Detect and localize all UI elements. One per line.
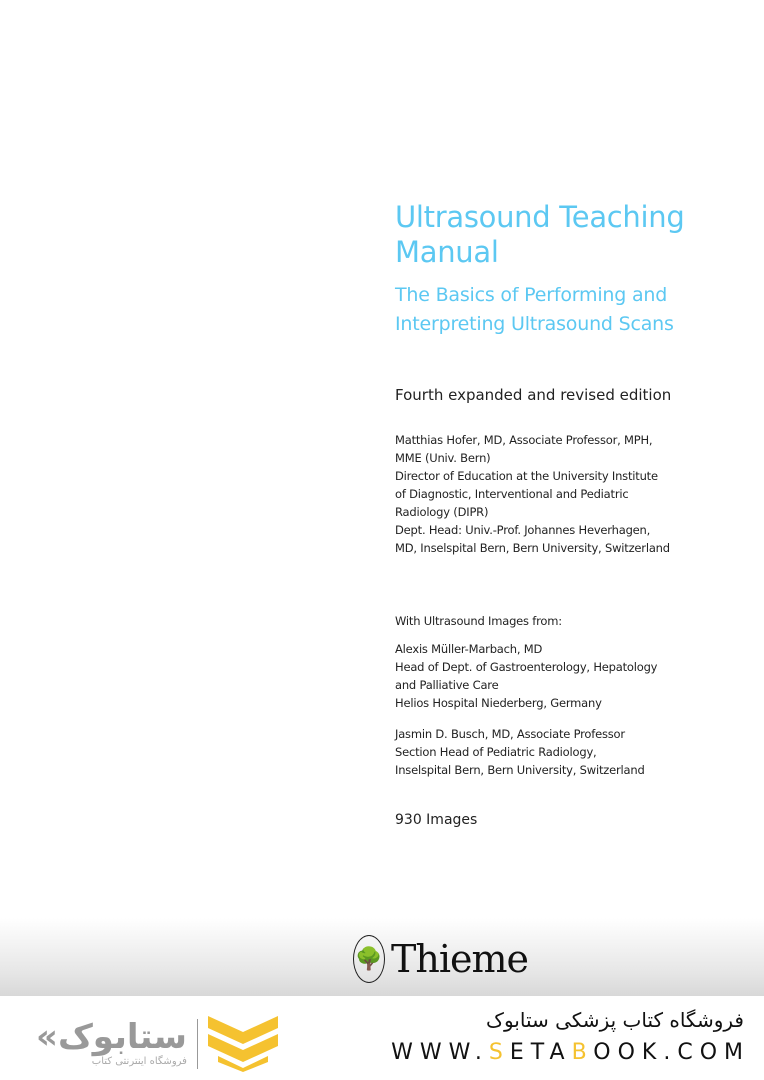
subtitle-line: Interpreting Ultrasound Scans — [395, 313, 674, 335]
url-part: WWW. — [391, 1040, 489, 1065]
logo-divider — [197, 1019, 198, 1069]
contributor-line: Jasmin D. Busch, MD, Associate Professor — [395, 727, 625, 741]
url-part: S — [488, 1040, 510, 1065]
author-line: Matthias Hofer, MD, Associate Professor, MPH, — [395, 433, 653, 447]
author-line: Radiology (DIPR) — [395, 505, 489, 519]
chevron-logo-icon — [208, 1016, 278, 1072]
contributor-line: Helios Hospital Niederberg, Germany — [395, 696, 602, 710]
url-part: OOK.COM — [593, 1040, 750, 1065]
logo-word: «ستابوک — [36, 1016, 187, 1057]
store-url — [391, 1040, 750, 1065]
contributor-2 — [395, 725, 645, 779]
publisher-name: Thieme — [391, 937, 528, 981]
author-line: MD, Inselspital Bern, Bern University, Switzerland — [395, 541, 670, 555]
author-line: Dept. Head: Univ.-Prof. Johannes Heverhagen, — [395, 523, 651, 537]
author-info — [395, 431, 670, 557]
contributor-line: Section Head of Pediatric Radiology, — [395, 745, 597, 759]
with-images-label: With Ultrasound Images from: — [395, 614, 562, 628]
contributor-line: and Palliative Care — [395, 678, 499, 692]
persian-store-title: فروشگاه کتاب پزشکی ستابوک — [486, 1008, 744, 1032]
logo-text — [36, 1016, 187, 1067]
url-part: B — [571, 1040, 594, 1065]
author-line: MME (Univ. Bern) — [395, 451, 491, 465]
contributor-line: Alexis Müller-Marbach, MD — [395, 642, 543, 656]
title-line: Ultrasound Teaching — [395, 200, 685, 234]
watermark-footer — [0, 996, 764, 1080]
tree-icon: 🌳 — [353, 935, 385, 983]
setabook-logo — [36, 1016, 278, 1072]
subtitle-line: The Basics of Performing and — [395, 284, 668, 306]
title-line: Manual — [395, 235, 499, 269]
image-count: 930 Images — [395, 812, 478, 828]
edition: Fourth expanded and revised edition — [395, 386, 672, 404]
url-part: ETA — [509, 1040, 572, 1065]
contributor-1 — [395, 640, 657, 712]
contributor-line: Inselspital Bern, Bern University, Switzerland — [395, 763, 645, 777]
logo-subtitle: فروشگاه اینترنتی کتاب — [91, 1055, 187, 1067]
author-line: Director of Education at the University Institute — [395, 469, 658, 483]
publisher-logo — [353, 935, 528, 983]
book-subtitle — [395, 281, 674, 339]
author-line: of Diagnostic, Interventional and Pediatric — [395, 487, 629, 501]
book-title — [395, 200, 684, 270]
contributor-line: Head of Dept. of Gastroenterology, Hepatology — [395, 660, 658, 674]
